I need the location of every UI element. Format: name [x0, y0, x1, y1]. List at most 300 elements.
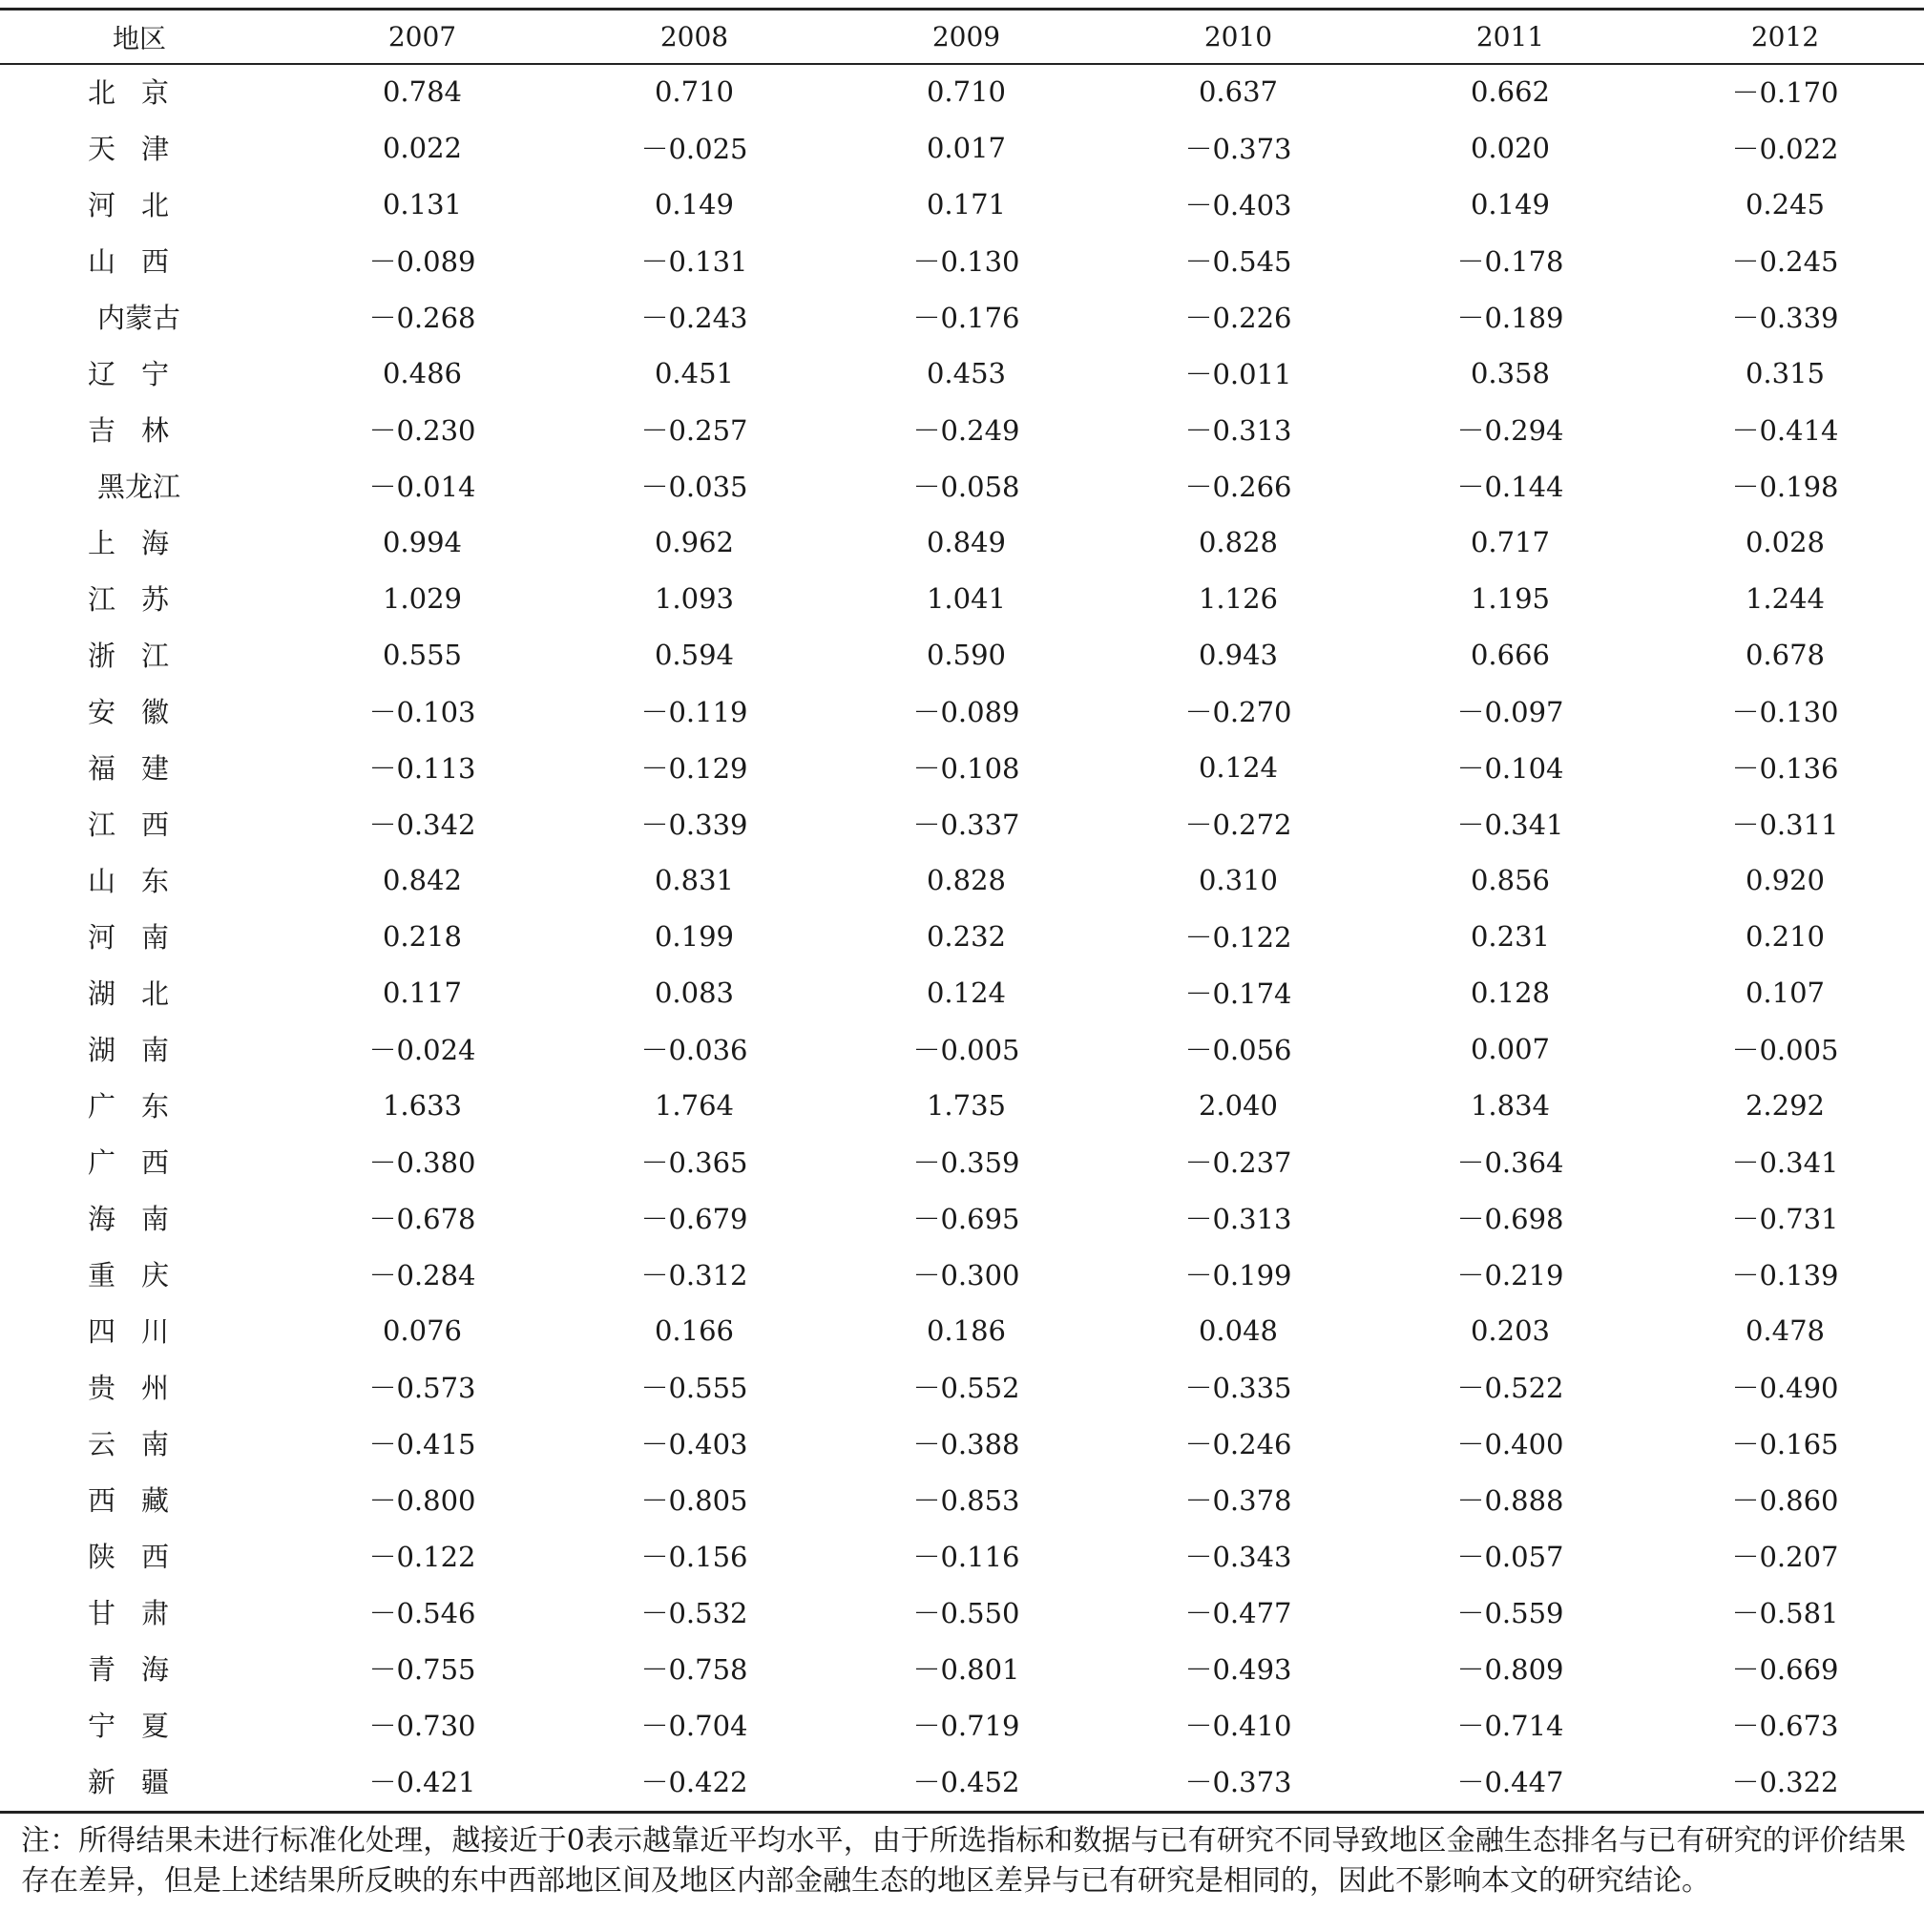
value-cell: 0.149 [1470, 187, 1551, 220]
value-cell: －0.011 [1184, 358, 1292, 390]
value-cell: －0.199 [1184, 1259, 1292, 1292]
region-cell [0, 570, 286, 626]
value-cell: －0.226 [1184, 302, 1292, 334]
value-cell: －0.380 [368, 1146, 476, 1179]
value-cell: 0.022 [382, 131, 463, 164]
region-cell [0, 1358, 286, 1415]
region-char: 浙 [88, 640, 116, 672]
value-cell: 0.210 [1745, 919, 1826, 953]
value-cell: 0.020 [1470, 131, 1551, 164]
region-char: 湖 [88, 1034, 116, 1066]
region-char: 重 [88, 1259, 116, 1292]
region-char: 青 [88, 1653, 116, 1686]
region-char: 吉 [88, 414, 116, 447]
region-char: 北 [141, 189, 170, 221]
value-cell: －0.312 [640, 1259, 748, 1292]
value-cell: 0.028 [1745, 525, 1826, 558]
value-cell: 0.594 [654, 638, 735, 671]
value-cell: －0.477 [1184, 1597, 1292, 1629]
region-cell [0, 964, 286, 1020]
region-label [88, 804, 195, 843]
value-cell: 0.149 [654, 187, 735, 220]
region-char: 西 [141, 1541, 170, 1573]
region-char: 四 [88, 1315, 116, 1348]
data-table [0, 10, 1924, 1809]
table-row [0, 570, 1924, 626]
table-row [0, 795, 1924, 851]
value-cell: －0.888 [1456, 1484, 1564, 1517]
value-cell: 0.124 [1198, 750, 1279, 784]
value-cell: 1.029 [382, 581, 463, 615]
value-cell: 1.041 [926, 581, 1007, 615]
value-cell: 0.117 [382, 976, 463, 1009]
value-cell: －0.268 [368, 302, 476, 334]
value-cell: 0.678 [1745, 638, 1826, 671]
table-body [0, 63, 1924, 1809]
value-cell: －0.243 [640, 302, 748, 334]
value-cell: 0.203 [1470, 1313, 1551, 1347]
value-cell: －0.104 [1456, 752, 1564, 785]
value-cell: －0.272 [1184, 808, 1292, 841]
region-char: 广 [88, 1090, 116, 1123]
value-cell: 1.834 [1470, 1088, 1551, 1122]
region-label [88, 1367, 195, 1406]
value-cell: －0.245 [1731, 245, 1839, 278]
value-cell: 2.040 [1198, 1088, 1279, 1122]
value-cell: －0.714 [1456, 1710, 1564, 1742]
value-cell: 0.171 [926, 187, 1007, 220]
value-cell: －0.559 [1456, 1597, 1564, 1629]
table-row [0, 682, 1924, 739]
region-cell [0, 1133, 286, 1189]
region-label [88, 353, 195, 392]
region-char: 徽 [141, 696, 170, 728]
region-char: 津 [141, 133, 170, 165]
value-cell: 0.849 [926, 525, 1007, 558]
value-cell: －0.337 [912, 808, 1020, 841]
value-cell: 0.486 [382, 356, 463, 389]
value-cell: 0.199 [654, 919, 735, 953]
region-char: 陕 [88, 1541, 116, 1573]
region-cell [0, 1246, 286, 1302]
value-cell: －0.130 [1731, 696, 1839, 728]
region-label [88, 1648, 195, 1688]
table-row [0, 1584, 1924, 1640]
region-char: 河 [88, 921, 116, 954]
region-label [88, 1536, 195, 1575]
value-cell: －0.410 [1184, 1710, 1292, 1742]
region-char: 上 [88, 527, 116, 559]
region-label [88, 578, 195, 618]
region-char: 疆 [141, 1766, 170, 1798]
value-cell: －0.800 [368, 1484, 476, 1517]
value-cell: －0.119 [640, 696, 748, 728]
value-cell: －0.249 [912, 414, 1020, 447]
value-cell: －0.266 [1184, 471, 1292, 503]
value-cell: －0.552 [912, 1372, 1020, 1404]
region-char: 辽 [88, 358, 116, 390]
value-cell: －0.284 [368, 1259, 476, 1292]
value-cell: －0.555 [640, 1372, 748, 1404]
value-cell: －0.097 [1456, 696, 1564, 728]
table-row [0, 1302, 1924, 1358]
table-row [0, 176, 1924, 232]
value-cell: －0.057 [1456, 1541, 1564, 1573]
region-cell [0, 1696, 286, 1753]
table-row [0, 626, 1924, 682]
value-cell: 0.842 [382, 863, 463, 896]
region-cell [0, 63, 286, 119]
region-char: 南 [141, 1428, 170, 1460]
region-label [88, 241, 195, 280]
table-row [0, 288, 1924, 345]
value-cell: －0.493 [1184, 1653, 1292, 1686]
region-label [88, 1705, 195, 1744]
region-cell [0, 626, 286, 682]
value-cell: －0.257 [640, 414, 748, 447]
region-char: 西 [141, 245, 170, 278]
value-cell: 0.131 [382, 187, 463, 220]
value-cell: －0.801 [912, 1653, 1020, 1686]
region-char: 河 [88, 189, 116, 221]
region-label [88, 1480, 195, 1519]
region-char: 藏 [141, 1484, 170, 1517]
region-char: 林 [141, 414, 170, 447]
value-cell: －0.174 [1184, 977, 1292, 1010]
value-cell: 0.590 [926, 638, 1007, 671]
region-cell [0, 1302, 286, 1358]
region-label [88, 916, 195, 956]
region-label [88, 522, 195, 561]
region-label [88, 973, 195, 1012]
table-row [0, 1696, 1924, 1753]
region-cell [0, 1753, 286, 1809]
value-cell: －0.311 [1731, 808, 1839, 841]
region-label [88, 1142, 195, 1181]
region-cell [0, 1020, 286, 1077]
region-cell [0, 514, 286, 570]
value-cell: 0.107 [1745, 976, 1826, 1009]
region-cell [0, 288, 286, 345]
value-cell: －0.695 [912, 1203, 1020, 1235]
region-char: 肃 [141, 1597, 170, 1629]
region-char: 山 [88, 245, 116, 278]
region-char: 南 [141, 1034, 170, 1066]
table-row [0, 63, 1924, 119]
value-cell: －0.805 [640, 1484, 748, 1517]
value-cell: 0.831 [654, 863, 735, 896]
value-cell: 0.943 [1198, 638, 1279, 671]
value-cell: 0.666 [1470, 638, 1551, 671]
value-cell: 0.478 [1745, 1313, 1826, 1347]
value-cell: －0.414 [1731, 414, 1839, 447]
region-char: 庆 [141, 1259, 170, 1292]
value-cell: －0.036 [640, 1034, 748, 1066]
value-cell: －0.198 [1731, 471, 1839, 503]
region-char: 海 [141, 527, 170, 559]
value-cell: －0.809 [1456, 1653, 1564, 1686]
region-cell [0, 908, 286, 964]
value-cell: －0.178 [1456, 245, 1564, 278]
region-label [88, 1198, 195, 1237]
value-cell: －0.035 [640, 471, 748, 503]
value-cell: 0.451 [654, 356, 735, 389]
value-cell: －0.373 [1184, 133, 1292, 165]
value-cell: －0.415 [368, 1428, 476, 1460]
value-cell: 0.218 [382, 919, 463, 953]
value-cell: 1.126 [1198, 581, 1279, 615]
value-cell: －0.452 [912, 1766, 1020, 1798]
table-row [0, 908, 1924, 964]
value-cell: －0.089 [912, 696, 1020, 728]
region-char: 南 [141, 921, 170, 954]
value-cell: 1.244 [1745, 581, 1826, 615]
value-cell: －0.679 [640, 1203, 748, 1235]
table-row [0, 345, 1924, 401]
value-cell: －0.116 [912, 1541, 1020, 1573]
region-char: 云 [88, 1428, 116, 1460]
value-cell: 0.453 [926, 356, 1007, 389]
value-cell: －0.730 [368, 1710, 476, 1742]
value-cell: －0.230 [368, 414, 476, 447]
table-row [0, 1246, 1924, 1302]
value-cell: －0.237 [1184, 1146, 1292, 1179]
value-cell: －0.669 [1731, 1653, 1839, 1686]
region-char: 福 [88, 752, 116, 785]
region-char: 江 [141, 640, 170, 672]
region-cell [0, 176, 286, 232]
region-char: 广 [88, 1146, 116, 1179]
region-cell [0, 457, 286, 514]
region-label [88, 72, 195, 111]
value-cell: 0.245 [1745, 187, 1826, 220]
value-cell: －0.719 [912, 1710, 1020, 1742]
region-char: 建 [141, 752, 170, 785]
value-cell: －0.219 [1456, 1259, 1564, 1292]
region-label [88, 128, 195, 167]
region-cell [0, 682, 286, 739]
value-cell: 0.828 [1198, 525, 1279, 558]
table-row [0, 1133, 1924, 1189]
value-cell: －0.581 [1731, 1597, 1839, 1629]
region-label [88, 635, 195, 674]
region-char: 川 [141, 1315, 170, 1348]
value-cell: 0.856 [1470, 863, 1551, 896]
region-char: 西 [141, 1146, 170, 1179]
value-cell: －0.207 [1731, 1541, 1839, 1573]
value-cell: 0.662 [1470, 74, 1551, 108]
value-cell: －0.144 [1456, 471, 1564, 503]
value-cell: 0.076 [382, 1313, 463, 1347]
region-label [88, 860, 195, 899]
region-cell [0, 1471, 286, 1527]
column-header-year: 2011 [1475, 21, 1545, 52]
value-cell: －0.131 [640, 245, 748, 278]
region-label [88, 1029, 195, 1068]
value-cell: －0.025 [640, 133, 748, 165]
column-header-year: 2007 [387, 21, 457, 52]
value-cell: －0.758 [640, 1653, 748, 1686]
region-char: 甘 [88, 1597, 116, 1629]
value-cell: －0.056 [1184, 1034, 1292, 1066]
region-cell [0, 739, 286, 795]
value-cell: 0.828 [926, 863, 1007, 896]
region-char: 海 [141, 1653, 170, 1686]
table-header [0, 10, 1924, 63]
value-cell: －0.365 [640, 1146, 748, 1179]
value-cell: 0.166 [654, 1313, 735, 1347]
value-cell: －0.335 [1184, 1372, 1292, 1404]
value-cell: －0.024 [368, 1034, 476, 1066]
value-cell: －0.156 [640, 1541, 748, 1573]
value-cell: －0.373 [1184, 1766, 1292, 1798]
region-char: 东 [141, 865, 170, 897]
value-cell: －0.022 [1731, 133, 1839, 165]
table-row [0, 457, 1924, 514]
value-cell: 0.962 [654, 525, 735, 558]
value-cell: －0.103 [368, 696, 476, 728]
value-cell: －0.122 [1184, 921, 1292, 954]
region-char: 宁 [88, 1710, 116, 1742]
region-char: 江 [88, 808, 116, 841]
region-char: 安 [88, 696, 116, 728]
value-cell: 0.555 [382, 638, 463, 671]
table-row [0, 1358, 1924, 1415]
value-cell: －0.532 [640, 1597, 748, 1629]
value-cell: 0.048 [1198, 1313, 1279, 1347]
value-cell: －0.698 [1456, 1203, 1564, 1235]
value-cell: 0.124 [926, 976, 1007, 1009]
region-char: 北 [88, 76, 116, 109]
value-cell: －0.342 [368, 808, 476, 841]
value-cell: －0.447 [1456, 1766, 1564, 1798]
region-char: 州 [141, 1372, 170, 1404]
value-cell: 0.128 [1470, 976, 1551, 1009]
region-cell [0, 1527, 286, 1584]
value-cell: 0.017 [926, 131, 1007, 164]
value-cell: －0.378 [1184, 1484, 1292, 1517]
value-cell: －0.421 [368, 1766, 476, 1798]
table-row [0, 232, 1924, 288]
value-cell: －0.058 [912, 471, 1020, 503]
column-header-year: 2012 [1750, 21, 1820, 52]
region-char: 夏 [141, 1710, 170, 1742]
table-row [0, 514, 1924, 570]
region-label [88, 1761, 195, 1800]
region-char: 苏 [141, 583, 170, 616]
value-cell: －0.136 [1731, 752, 1839, 785]
region-char: 宁 [141, 358, 170, 390]
value-cell: 0.994 [382, 525, 463, 558]
region-cell [0, 1077, 286, 1133]
value-cell: 0.186 [926, 1313, 1007, 1347]
value-cell: 0.784 [382, 74, 463, 108]
table-row [0, 1753, 1924, 1809]
value-cell: 1.764 [654, 1088, 735, 1122]
value-cell: －0.294 [1456, 414, 1564, 447]
table-row [0, 401, 1924, 457]
region-char: 新 [88, 1766, 116, 1798]
value-cell: －0.422 [640, 1766, 748, 1798]
value-cell: －0.170 [1731, 76, 1839, 109]
table-row [0, 1415, 1924, 1471]
value-cell: －0.313 [1184, 414, 1292, 447]
region-char: 湖 [88, 977, 116, 1010]
value-cell: －0.678 [368, 1203, 476, 1235]
bottom-rule [0, 1811, 1924, 1814]
region-cell [0, 1189, 286, 1246]
value-cell: －0.113 [368, 752, 476, 785]
value-cell: －0.322 [1731, 1766, 1839, 1798]
value-cell: －0.300 [912, 1259, 1020, 1292]
value-cell: －0.108 [912, 752, 1020, 785]
value-cell: －0.522 [1456, 1372, 1564, 1404]
value-cell: －0.313 [1184, 1203, 1292, 1235]
value-cell: －0.122 [368, 1541, 476, 1573]
region-char: 东 [141, 1090, 170, 1123]
value-cell: 0.920 [1745, 863, 1826, 896]
table-row [0, 1527, 1924, 1584]
region-label [88, 184, 195, 223]
value-cell: －0.246 [1184, 1428, 1292, 1460]
header-row [0, 10, 1924, 63]
region-cell [0, 1584, 286, 1640]
value-cell: 0.315 [1745, 356, 1826, 389]
region-label [88, 1085, 195, 1124]
table-row [0, 1077, 1924, 1133]
value-cell: 1.195 [1470, 581, 1551, 615]
region-label [88, 1592, 195, 1631]
region-char: 南 [141, 1203, 170, 1235]
region-cell [0, 1640, 286, 1696]
table-row [0, 1020, 1924, 1077]
value-cell: －0.176 [912, 302, 1020, 334]
value-cell: －0.359 [912, 1146, 1020, 1179]
value-cell: 1.093 [654, 581, 735, 615]
region-char: 西 [141, 808, 170, 841]
table-row [0, 119, 1924, 176]
value-cell: －0.704 [640, 1710, 748, 1742]
value-cell: －0.673 [1731, 1710, 1839, 1742]
column-header-year: 2009 [931, 21, 1001, 52]
value-cell: －0.270 [1184, 696, 1292, 728]
value-cell: －0.546 [368, 1597, 476, 1629]
column-header-region: 地区 [113, 22, 167, 54]
value-cell: －0.129 [640, 752, 748, 785]
column-header-year: 2008 [659, 21, 729, 52]
region-label [88, 1254, 195, 1293]
region-label [88, 747, 195, 787]
value-cell: －0.364 [1456, 1146, 1564, 1179]
value-cell: －0.189 [1456, 302, 1564, 334]
region-cell [0, 345, 286, 401]
value-cell: －0.165 [1731, 1428, 1839, 1460]
value-cell: －0.731 [1731, 1203, 1839, 1235]
value-cell: －0.400 [1456, 1428, 1564, 1460]
value-cell: －0.403 [1184, 189, 1292, 221]
table-row [0, 1640, 1924, 1696]
table-row [0, 739, 1924, 795]
value-cell: －0.860 [1731, 1484, 1839, 1517]
region-char: 天 [88, 133, 116, 165]
value-cell: 1.735 [926, 1088, 1007, 1122]
value-cell: 0.231 [1470, 919, 1551, 953]
value-cell: －0.343 [1184, 1541, 1292, 1573]
value-cell: －0.341 [1731, 1146, 1839, 1179]
region-label: 黑龙江 [97, 471, 181, 503]
value-cell: －0.005 [1731, 1034, 1839, 1066]
column-header-year: 2010 [1203, 21, 1273, 52]
